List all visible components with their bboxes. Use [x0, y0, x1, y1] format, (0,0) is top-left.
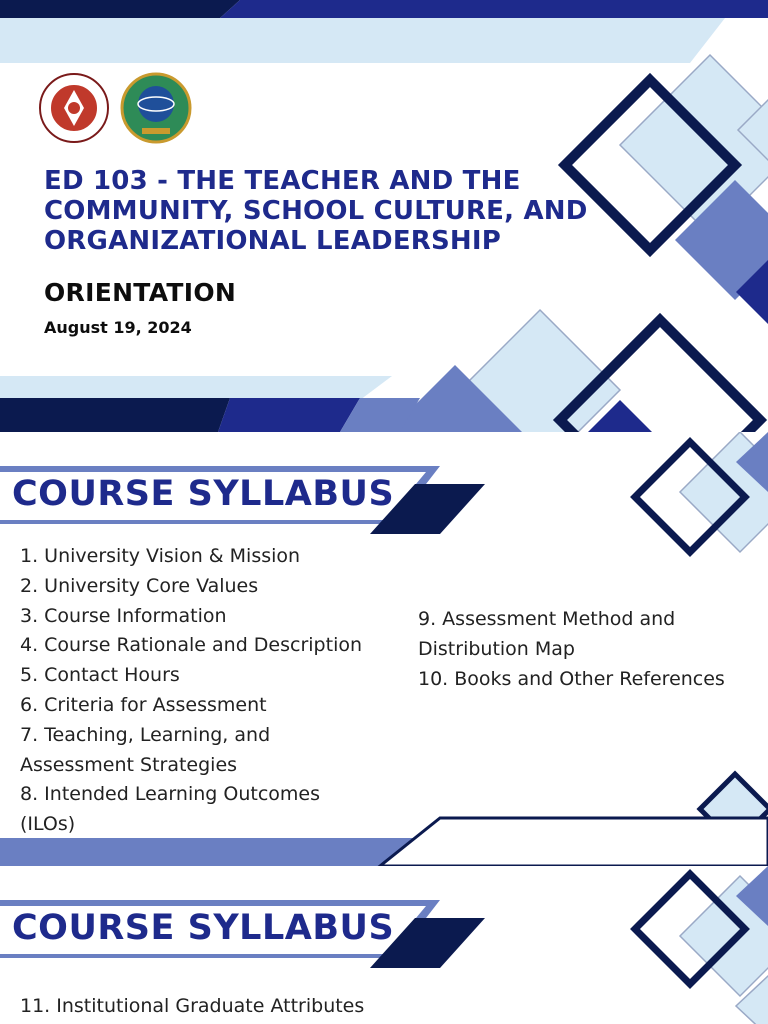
list-item: 10. Books and Other References: [418, 667, 725, 690]
list-item: 5. Contact Hours: [20, 664, 180, 687]
college-seal-logo: [122, 74, 190, 142]
syllabus-heading: COURSE SYLLABUS: [12, 908, 395, 948]
list-item: 1. University Vision & Mission: [20, 545, 301, 567]
syllabus-list-left: [20, 542, 410, 840]
course-title: ED 103 - THE TEACHER AND THE COMMUNITY, SCHOOL CULTURE, AND ORGANIZATIONAL LEADERSHIP: [44, 166, 588, 256]
university-seal-logo: [40, 74, 108, 142]
list-item: 4. Course Rationale and Description: [20, 634, 363, 657]
syllabus-list-continued: [20, 992, 520, 1022]
orientation-date: August 19, 2024: [44, 318, 192, 337]
list-item: 2. University Core Values: [20, 574, 259, 597]
syllabus-heading: COURSE SYLLABUS: [12, 474, 395, 514]
syllabus-list-right: [418, 605, 763, 694]
list-item: 7. Teaching, Learning, and Assessment Strategies: [20, 723, 271, 776]
slide-course-syllabus-2: [0, 866, 768, 1024]
list-item: 3. Course Information: [20, 604, 227, 627]
list-item: 6. Criteria for Assessment: [20, 693, 267, 716]
logos-group: [38, 72, 198, 144]
slide-course-syllabus-1: [0, 432, 768, 866]
orientation-label: ORIENTATION: [44, 278, 237, 307]
list-item: 9. Assessment Method and Distribution Map: [418, 608, 676, 660]
slide-title: [0, 0, 768, 432]
list-item: 8. Intended Learning Outcomes (ILOs): [20, 783, 320, 836]
list-item: 11. Institutional Graduate Attributes: [20, 995, 365, 1017]
